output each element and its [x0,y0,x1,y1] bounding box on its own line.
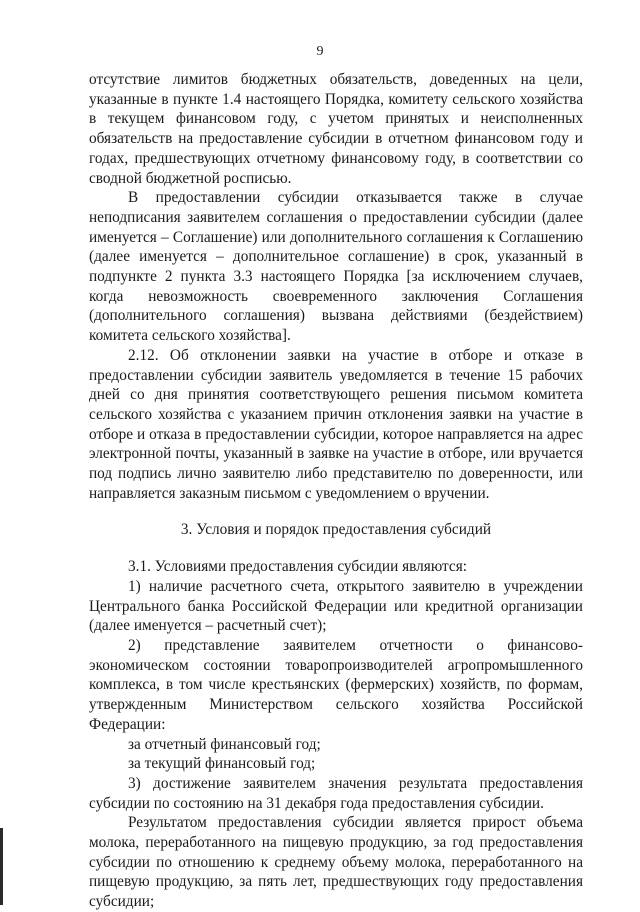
paragraph-refusal-condition: В предоставлении субсидии отказывается также в случае неподписания заявителем соглашения о предоставлении субсидии (далее именуется – Соглашение) или дополнительного соглашения к Соглашению (далее именуется – дополнительное соглашение) в срок, указанный в подпункте 2 пункта 3.3 настоящего Порядка [за исключением случаев, когда невозможность своевременного заключения Соглашения (дополнительного соглашения) вызвана действиями (бездействием) комитета сельского хозяйства]. [89,189,583,345]
page-number: 9 [316,44,324,59]
paragraph-result-definition: Результатом предоставления субсидии является прирост объема молока, переработанного на пищевую продукцию, за год предоставления субсидии по отношению к среднему объему молока, переработанного на пищевую продукцию, за пять лет, предшествующих году предоставления субсидии; [89,814,583,911]
condition-item-1: 1) наличие расчетного счета, открытого заявителю в учреждении Центрального банка Российской Федерации или кредитной организации (далее именуется – расчетный счет); [89,577,583,635]
scan-edge-mark [0,828,3,905]
paragraph-continuation: отсутствие лимитов бюджетных обязательств, доведенных на цели, указанные в пункте 1.4 настоящего Порядка, комитету сельского хозяйства в текущем финансовом году, с учетом принятых и неисполненных обязательств на предоставление субсидии в отчетном финансовом году и годах, предшествующих отчетному финансовому году, в соответствии со сводной бюджетной росписью. [89,71,583,187]
condition-subitem-current-year: за текущий финансовый год; [128,755,316,773]
paragraph-2-12: 2.12. Об отклонении заявки на участие в отборе и отказе в предоставлении субсидии заявитель уведомляется в течение 15 рабочих дней со дня принятия соответствующего решения письмом комитета сельского хозяйства с указанием причин отклонения заявки на участие в отборе и отказа в предоставлении субсидии, которое направляется на адрес электронной почты, указанный в заявке на участие в отборе, или вручается под подпись лично заявителю либо представителю по доверенности, или направляется заказным письмом с уведомлением о вручении. [89,346,583,502]
condition-item-2: 2) представление заявителем отчетности о финансово-экономическом состоянии товаропроизводителей агропромышленного комплекса, в том числе крестьянских (фермерских) хозяйств, по формам, утвержденным Министерством сельского хозяйства Российской Федерации: [89,636,583,733]
condition-subitem-reporting-year: за отчетный финансовый год; [128,735,321,753]
section-heading: 3. Условия и порядок предоставления субсидий [180,521,492,539]
paragraph-3-1: 3.1. Условиями предоставления субсидии являются: [128,558,468,576]
document-body [89,70,583,912]
condition-item-3: 3) достижение заявителем значения результата предоставления субсидии по состоянию на 31 декабря года предоставления субсидии. [89,774,583,812]
